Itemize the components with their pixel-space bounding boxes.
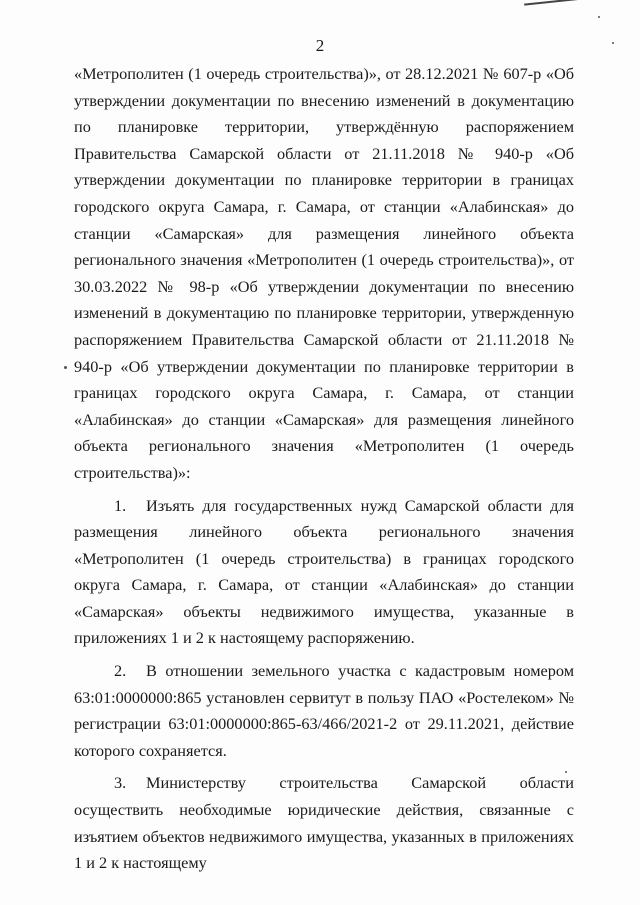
list-item-number: 3. — [114, 773, 127, 793]
page-number: 2 — [315, 36, 325, 55]
list-item-2 — [74, 658, 574, 764]
list-item-text: Министерству строительства Самарской области осуществить необходимые юридические действия, связанные с изъятием объектов недвижимого имущества, указанных в приложениях 1 и 2 к настоящему — [74, 773, 574, 873]
list-item-number: 1. — [114, 495, 127, 515]
document-body — [74, 61, 574, 881]
list-item-number: 2. — [114, 661, 127, 681]
list-item-text: В отношении земельного участка с кадастровым номером 63:01:0000000:865 установлен сервитут в пользу ПАО «Ростелеком» № регистрации 63:01:0000000:865-63/466/2021-2 от 29.11.2021, действие которого сохраняется. — [74, 661, 574, 760]
scan-artifact-line — [524, 0, 594, 6]
intro-paragraph: «Метрополитен (1 очередь строительства)», от 28.12.2021 № 607-р «Об утверждении документации по внесению изменений в документацию по планировке территории, утверждённую распоряжением Правительства Самарской области от 21.11.2018 № 940-р «Об утверждении документации по планировке территории в границах городского округа Самара, г. Самара, от станции «Алабинская» до станции «Самарская» для размещения линейного объекта регионального значения «Метрополитен (1 очередь строительства)», от 30.03.2022 № 98-р «Об утверждении документации по внесению изменений в документацию по планировке территории, утвержденную распоряжением Правительства Самарской области от 21.11.2018 № 940-р «Об утверждении документации по планировке территории в границах городского округа Самара, г. Самара, от станции «Алабинская» до станции «Самарская» для размещения линейного объекта регионального значения «Метрополитен (1 очередь строительства)»: — [74, 64, 574, 482]
list-item-3 — [74, 770, 574, 876]
scan-speck — [64, 366, 67, 369]
list-item-text: Изъять для государственных нужд Самарской области для размещения линейного объекта регионального значения «Метрополитен (1 очередь строительства) в границах городского округа Самара, г. Самара, от станции «Алабинская» до станции «Самарская» объекты недвижимого имущества, указанные в приложениях 1 и 2 к настоящему распоряжению. — [74, 495, 574, 648]
scan-speck — [598, 16, 600, 18]
list-item-1 — [74, 493, 574, 653]
